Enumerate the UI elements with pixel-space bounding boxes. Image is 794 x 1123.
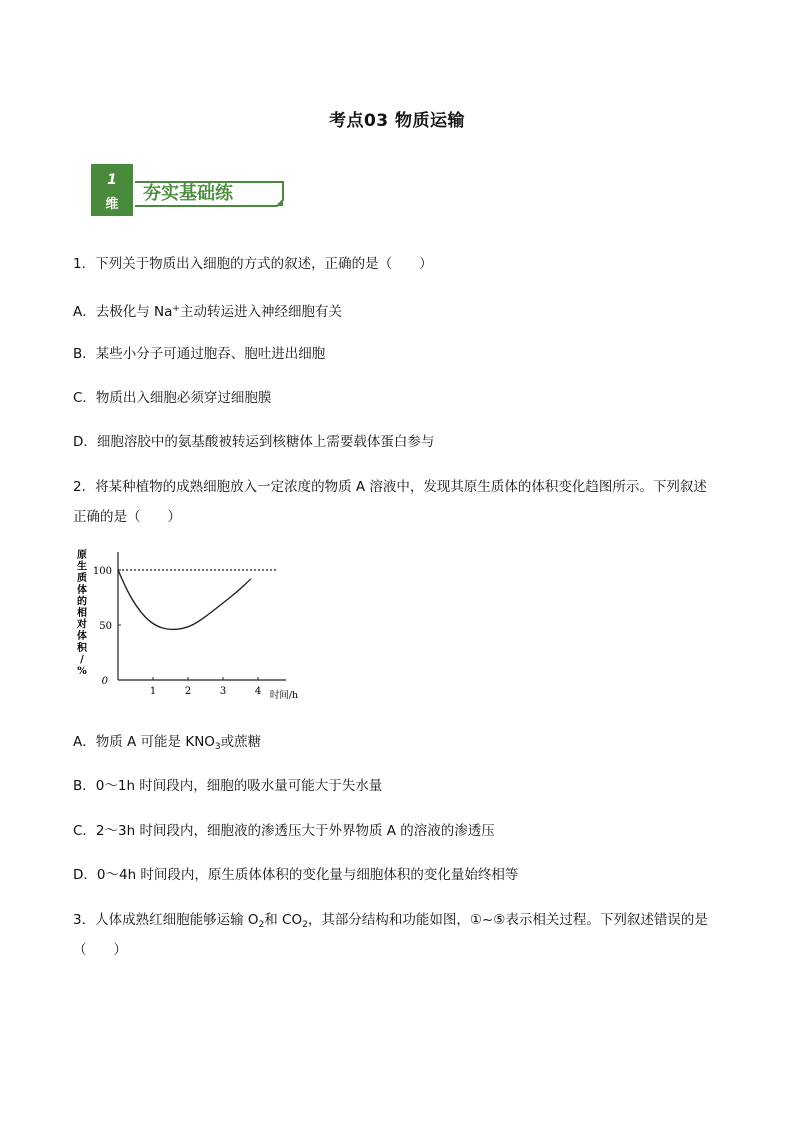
q1-option-a: [73, 297, 733, 324]
y-axis-label-char: %: [77, 666, 87, 677]
q3-stem-end: ，其部分结构和功能如图，①~⑤表示相关过程。下列叙述错误的是: [307, 912, 708, 928]
x-tick-label: 2: [184, 686, 192, 697]
q3-stem: [73, 908, 733, 937]
y-tick-label: 50: [99, 621, 112, 632]
y-axis-label-char: 相: [77, 608, 87, 619]
y-axis-label-char: 质: [77, 573, 87, 585]
y-axis-label-char: 体: [77, 631, 87, 643]
q3-stem-line2: （ ）: [73, 942, 127, 958]
q1-option-d: D．细胞溶胶中的氨基酸被转运到核糖体上需要载体蛋白参与: [73, 434, 435, 450]
q1-option-a-text-end: 主动转运进入神经细胞有关: [179, 304, 342, 320]
q2-option-d: D．0～4h 时间段内，原生质体体积的变化量与细胞体积的变化量始终相等: [73, 867, 519, 883]
q2-option-a: [73, 730, 733, 759]
banner-tag: 维: [105, 197, 119, 212]
q1-option-b: B．某些小分子可通过胞吞、胞吐进出细胞: [73, 346, 326, 362]
q3-sub-o2: 2: [258, 920, 265, 930]
q1-option-a-text: A．去极化与 Na: [73, 304, 173, 320]
y-axis-label-char: 体: [77, 584, 87, 596]
origin-label: 0: [101, 676, 108, 687]
x-tick-label: 1: [149, 686, 157, 697]
section-banner: [91, 164, 287, 220]
series-line: [118, 570, 251, 629]
page-title: 考点03 物质运输: [328, 111, 466, 131]
volume-chart: [72, 548, 304, 708]
q2-stem-line1: 2．将某种植物的成熟细胞放入一定浓度的物质 A 溶液中，发现其原生质体的体积变化趋图所示。下列叙述: [73, 479, 707, 495]
q3-stem-text: 3．人体成熟红细胞能够运输 O: [73, 912, 259, 928]
q1-option-c: C．物质出入细胞必须穿过细胞膜: [73, 390, 272, 406]
q2-option-c: C．2～3h 时间段内，细胞液的渗透压大于外界物质 A 的溶液的渗透压: [73, 823, 495, 839]
x-tick-label: 4: [254, 686, 262, 697]
y-axis-label-char: 对: [77, 619, 87, 631]
y-axis-label-char: 生: [77, 561, 87, 573]
q2-stem-line2: 正确的是（ ）: [73, 509, 181, 525]
x-axis-label: 时间/h: [269, 690, 299, 701]
q2-option-a-text-end: 或蔗糖: [220, 734, 262, 750]
q1-stem: 1．下列关于物质出入细胞的方式的叙述，正确的是（ ）: [73, 256, 433, 272]
y-axis-label-char: 积: [77, 642, 87, 654]
y-axis-label-char: /: [80, 654, 84, 666]
q2-option-a-text: A．物质 A 可能是 KNO: [73, 734, 215, 750]
q3-sub-co2: 2: [302, 920, 308, 930]
banner-text: 夯实基础练: [143, 183, 233, 204]
y-axis-label-char: 的: [77, 596, 87, 608]
banner-number: 1: [107, 172, 117, 188]
q3-stem-mid: 和 CO: [264, 912, 303, 928]
y-tick-label: 100: [92, 566, 112, 577]
y-axis-label-char: 原: [77, 550, 87, 561]
banner-corner: [277, 200, 283, 206]
q2-option-a-sub: 3: [214, 742, 221, 752]
x-tick-label: 3: [219, 686, 227, 697]
q1-option-a-sup: +: [172, 304, 180, 314]
q2-option-b: B．0～1h 时间段内，细胞的吸水量可能大于失水量: [73, 778, 383, 794]
